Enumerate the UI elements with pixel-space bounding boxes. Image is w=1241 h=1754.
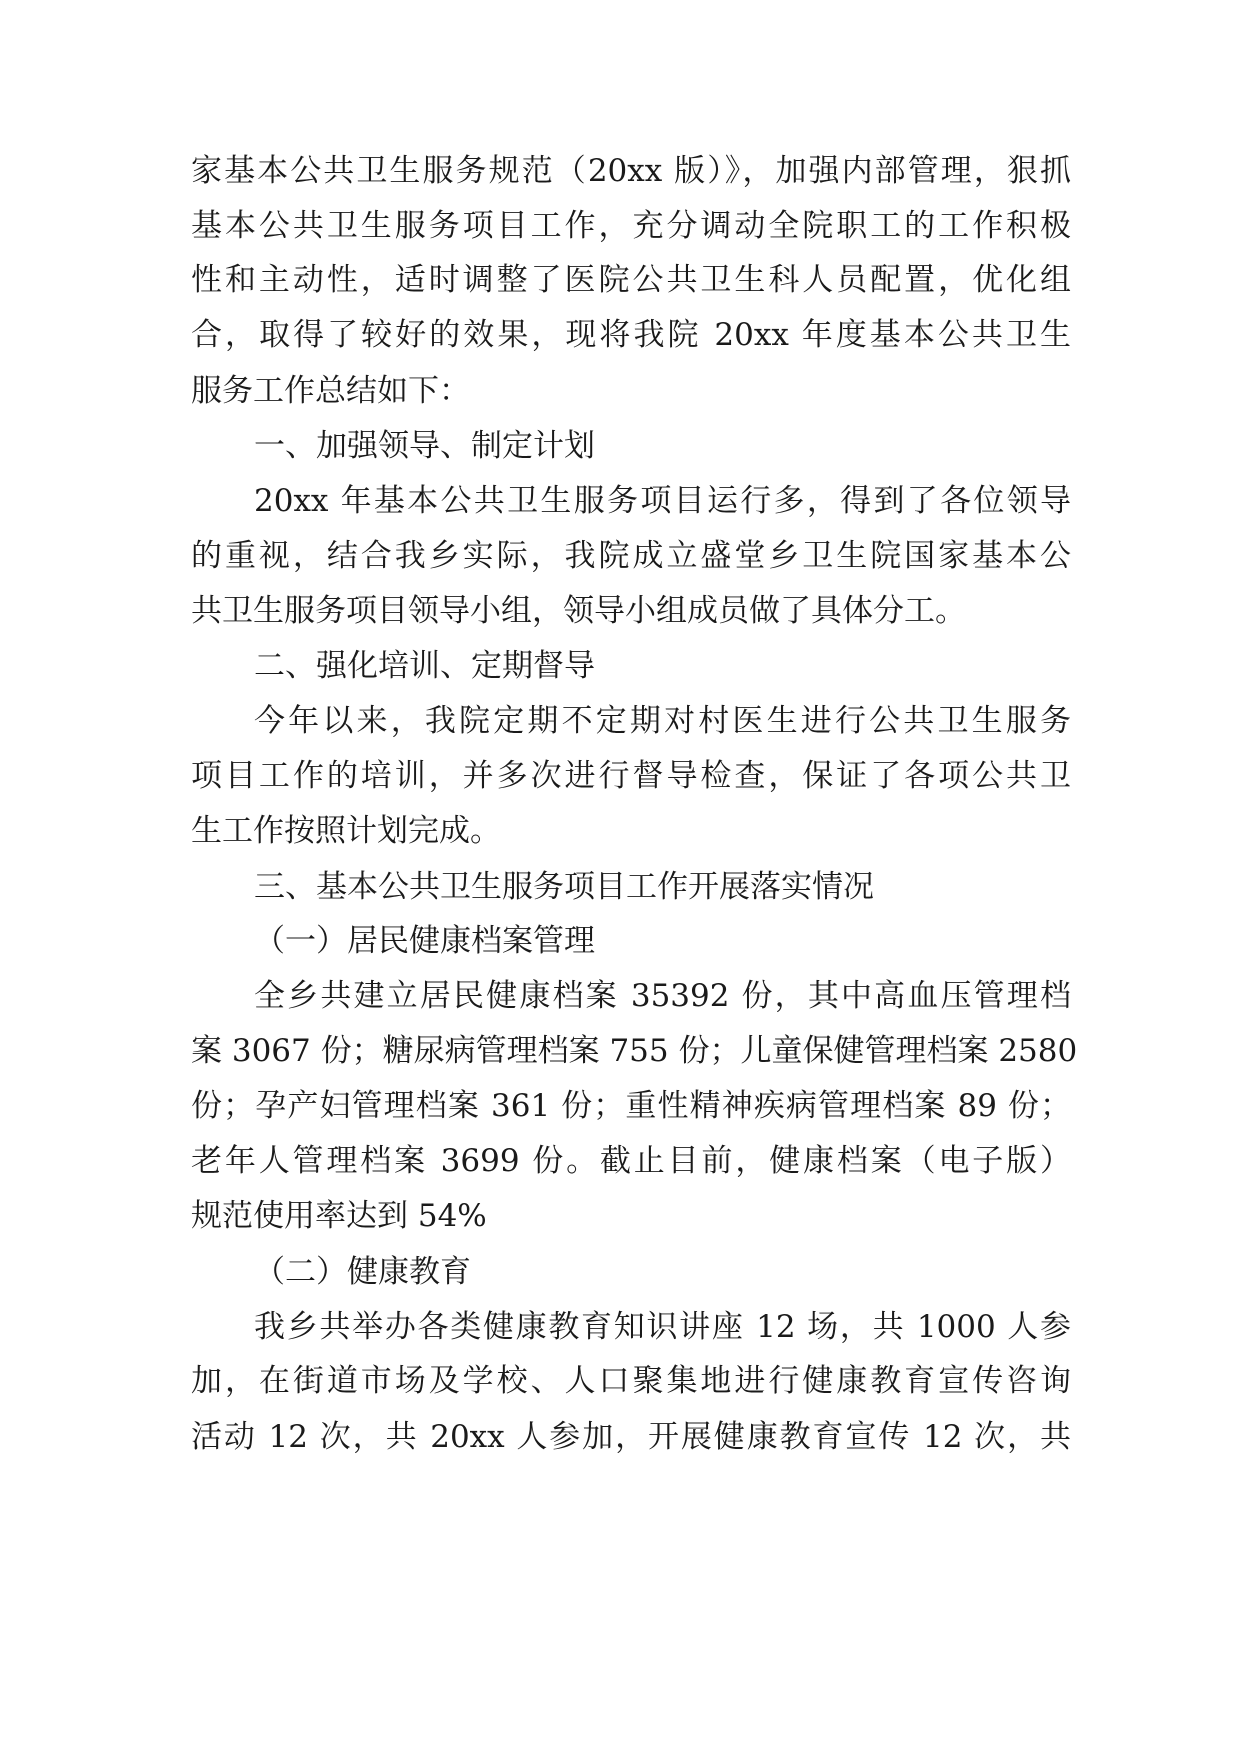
body-text-line: 合，取得了较好的效果，现将我院 20xx 年度基本公共卫生 [191, 317, 1071, 353]
body-text-line: 服务工作总结如下： [191, 373, 470, 409]
body-text-line: 我乡共举办各类健康教育知识讲座 12 场，共 1000 人参 [254, 1309, 1071, 1345]
body-text-line: 今年以来，我院定期不定期对村医生进行公共卫生服务 [254, 703, 1071, 739]
body-text-line: 家基本公共卫生服务规范（20xx 版）》，加强内部管理，狠抓 [191, 153, 1071, 189]
body-text-line: 的重视，结合我乡实际，我院成立盛堂乡卫生院国家基本公 [191, 538, 1071, 574]
body-text-line: 老年人管理档案 3699 份。截止目前，健康档案（电子版） [191, 1143, 1071, 1179]
section-heading: 二、强化培训、定期督导 [254, 648, 595, 684]
body-text-line: 规范使用率达到 54% [191, 1198, 487, 1234]
body-text-line: 基本公共卫生服务项目工作，充分调动全院职工的工作积极 [191, 208, 1071, 244]
body-text-line: 共卫生服务项目领导小组，领导小组成员做了具体分工。 [191, 593, 966, 629]
subsection-heading: （二）健康教育 [254, 1254, 471, 1290]
body-text-line: 20xx 年基本公共卫生服务项目运行多，得到了各位领导 [254, 483, 1071, 519]
body-text-line: 性和主动性，适时调整了医院公共卫生科人员配置，优化组 [191, 262, 1071, 298]
body-text-line: 项目工作的培训，并多次进行督导检查，保证了各项公共卫 [191, 758, 1071, 794]
body-text-line: 案 3067 份；糖尿病管理档案 755 份；儿童保健管理档案 2580 [191, 1033, 1078, 1069]
body-text-line: 份；孕产妇管理档案 361 份；重性精神疾病管理档案 89 份； [191, 1088, 1071, 1124]
section-heading: 三、基本公共卫生服务项目工作开展落实情况 [254, 869, 874, 905]
body-text-line: 加，在街道市场及学校、人口聚集地进行健康教育宣传咨询 [191, 1363, 1071, 1399]
section-heading: 一、加强领导、制定计划 [254, 428, 595, 464]
body-text-line: 全乡共建立居民健康档案 35392 份，其中高血压管理档 [254, 978, 1071, 1014]
subsection-heading: （一）居民健康档案管理 [254, 923, 595, 959]
body-text-line: 生工作按照计划完成。 [191, 813, 501, 849]
body-text-line: 活动 12 次，共 20xx 人参加，开展健康教育宣传 12 次，共 [191, 1419, 1071, 1455]
